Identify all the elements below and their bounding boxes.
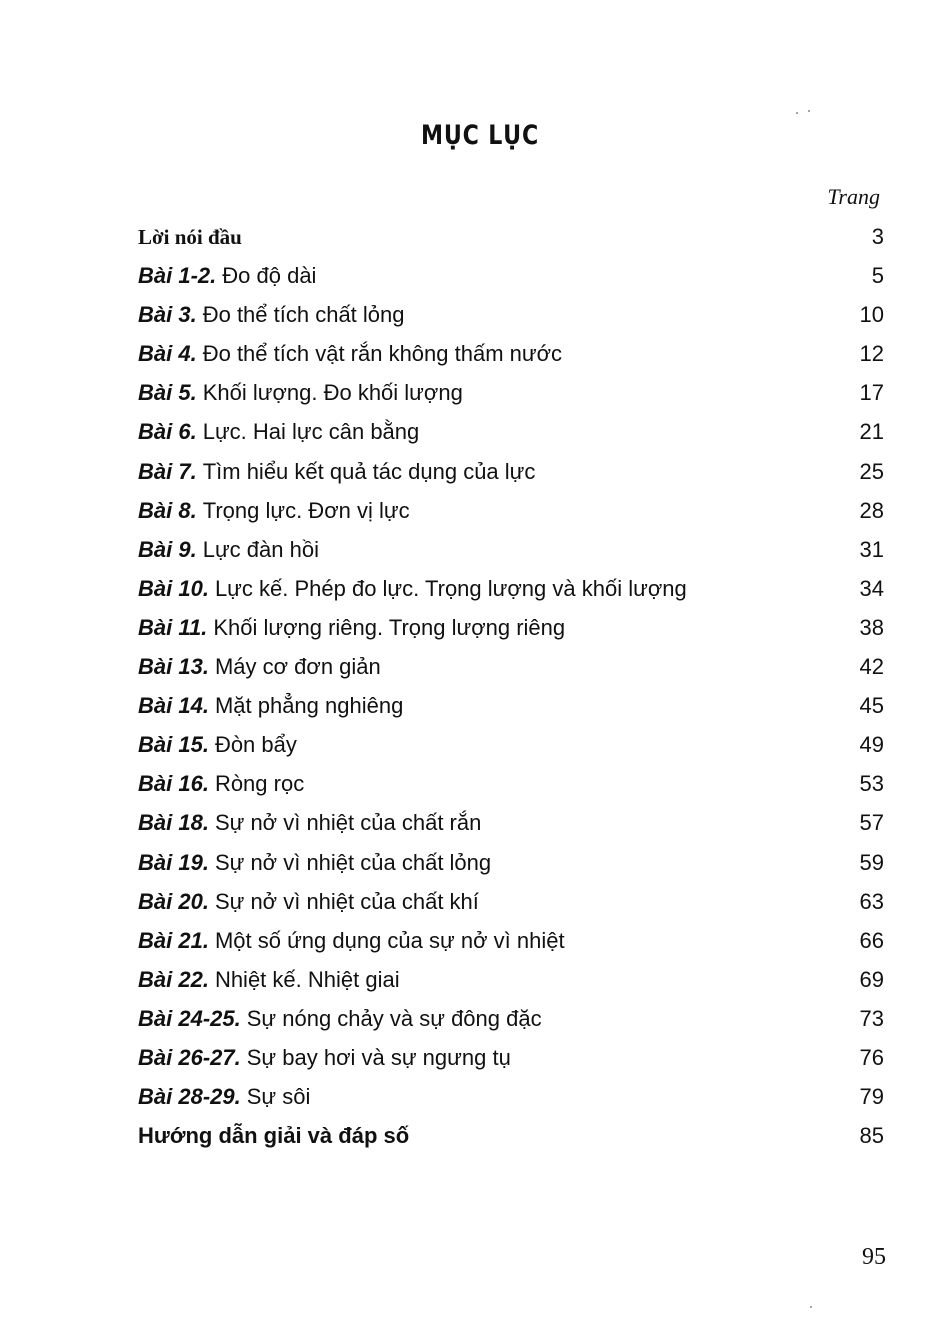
- toc-row[interactable]: [138, 491, 884, 530]
- toc-page-number: 5: [871, 263, 884, 289]
- toc-entry: [138, 608, 824, 647]
- toc-title: Sự nóng chảy và sự đông đặc: [246, 1005, 542, 1031]
- toc-entry: [138, 412, 824, 451]
- toc-title: Sự nở vì nhiệt của chất lỏng: [214, 849, 492, 875]
- toc-row[interactable]: [138, 608, 884, 647]
- toc-title: Mặt phẳng nghiêng: [214, 693, 404, 719]
- toc-row[interactable]: [138, 569, 884, 608]
- toc-entry: [138, 218, 824, 257]
- page-number: 95: [862, 1244, 886, 1270]
- page-column-label: Trang: [827, 184, 880, 209]
- toc-title: Ròng rọc: [214, 771, 305, 797]
- toc-page-number: 12: [859, 341, 884, 367]
- toc-entry: [138, 1116, 824, 1155]
- toc-lesson-number: Bài 20.: [138, 888, 209, 914]
- toc-lesson-number: Bài 1-2.: [138, 263, 217, 289]
- toc-lesson-number: Bài 15.: [138, 732, 209, 758]
- toc-entry: [138, 725, 824, 764]
- toc-title: Khối lượng. Đo khối lượng: [202, 380, 463, 406]
- toc-row[interactable]: [138, 960, 884, 999]
- toc-page-number: 38: [859, 614, 884, 640]
- toc-entry: [138, 334, 824, 373]
- toc-page-number: 3: [871, 224, 884, 249]
- toc-title: Tìm hiểu kết quả tác dụng của lực: [202, 458, 536, 484]
- toc-lesson-number: Bài 14.: [138, 693, 209, 719]
- toc-title: Một số ứng dụng của sự nở vì nhiệt: [214, 927, 565, 953]
- toc-title: Lực đàn hồi: [202, 536, 319, 562]
- toc-lesson-number: Bài 22.: [138, 966, 209, 992]
- toc-entry: [138, 999, 824, 1038]
- toc-page-number: 42: [859, 654, 884, 680]
- scan-speck: [808, 110, 810, 112]
- toc-page-number: 25: [859, 458, 884, 484]
- toc-page-number: 59: [859, 849, 884, 875]
- toc-title: Đo độ dài: [222, 263, 317, 289]
- toc-row[interactable]: [138, 1038, 884, 1077]
- toc-lesson-number: Bài 28-29.: [138, 1084, 241, 1110]
- toc-lesson-number: Bài 19.: [138, 849, 209, 875]
- toc-page-number: 17: [859, 380, 884, 406]
- toc-title: Trọng lực. Đơn vị lực: [202, 497, 410, 523]
- toc-row[interactable]: [138, 373, 884, 412]
- toc-page-number: 31: [859, 536, 884, 562]
- toc-lesson-number: Bài 13.: [138, 654, 209, 680]
- toc-row[interactable]: [138, 647, 884, 686]
- toc-lesson-number: Bài 11.: [138, 614, 208, 640]
- toc-title: Máy cơ đơn giản: [214, 654, 381, 680]
- toc-row[interactable]: [138, 1116, 884, 1155]
- toc-row[interactable]: [138, 686, 884, 725]
- toc-entry: [138, 491, 824, 530]
- toc-entry: [138, 764, 824, 803]
- toc-row[interactable]: [138, 256, 884, 295]
- toc-title: Lực kế. Phép đo lực. Trọng lượng và khối lượng: [214, 575, 687, 601]
- toc-title: Sự sôi: [246, 1084, 311, 1110]
- toc-page-number: 28: [859, 497, 884, 523]
- toc-entry: [138, 1077, 824, 1116]
- toc-page-number: 10: [859, 302, 884, 328]
- toc-entry: [138, 295, 824, 334]
- toc-row[interactable]: [138, 725, 884, 764]
- toc-page-number: 45: [859, 693, 884, 719]
- toc-row[interactable]: [138, 764, 884, 803]
- toc-page-number: 69: [859, 966, 884, 992]
- toc-row[interactable]: [138, 530, 884, 569]
- toc-lesson-number: Bài 5.: [138, 380, 197, 406]
- toc-entry: [138, 921, 824, 960]
- toc-lesson-number: Bài 18.: [138, 810, 209, 836]
- toc-title: Sự nở vì nhiệt của chất khí: [214, 888, 479, 914]
- toc-lesson-number: Bài 6.: [138, 419, 197, 445]
- toc-row[interactable]: [138, 295, 884, 334]
- toc-entry: [138, 686, 824, 725]
- toc-row[interactable]: [138, 412, 884, 451]
- toc-page-number: 34: [859, 575, 884, 601]
- toc-entry: [138, 452, 824, 491]
- toc-lesson-number: Bài 8.: [138, 497, 197, 523]
- toc-page-number: 49: [859, 732, 884, 758]
- toc-row[interactable]: [138, 803, 884, 842]
- toc-row[interactable]: [138, 217, 884, 256]
- toc-row[interactable]: [138, 1077, 884, 1116]
- toc-entry: [138, 373, 824, 412]
- toc-title: Khối lượng riêng. Trọng lượng riêng: [213, 614, 566, 640]
- toc-entry: [138, 530, 824, 569]
- toc-title: Đòn bẩy: [214, 732, 297, 758]
- scan-speck: [810, 1306, 812, 1308]
- toc-page-number: 63: [859, 888, 884, 914]
- toc-title: Đo thể tích vật rắn không thấm nước: [202, 341, 563, 367]
- page-title: MỤC LỤC: [420, 120, 540, 152]
- toc-entry: [138, 569, 824, 608]
- toc-page-number: 21: [859, 419, 884, 445]
- toc-lesson-number: Bài 26-27.: [138, 1044, 241, 1070]
- toc-entry: [138, 960, 824, 999]
- scan-speck: [796, 112, 798, 114]
- toc-title: Nhiệt kế. Nhiệt giai: [214, 966, 400, 992]
- toc-page-number: 85: [859, 1123, 884, 1149]
- toc-title: Lời nói đầu: [138, 225, 242, 249]
- toc-row[interactable]: [138, 921, 884, 960]
- toc-title: Hướng dẫn giải và đáp số: [138, 1123, 410, 1149]
- toc-entry: [138, 843, 824, 882]
- toc-title: Sự bay hơi và sự ngưng tụ: [246, 1044, 511, 1070]
- toc-entry: [138, 803, 824, 842]
- toc-title: Sự nở vì nhiệt của chất rắn: [214, 810, 482, 836]
- toc-lesson-number: Bài 4.: [138, 341, 197, 367]
- toc-page-number: 66: [859, 927, 884, 953]
- toc-title: Lực. Hai lực cân bằng: [202, 419, 420, 445]
- toc-lesson-number: Bài 21.: [138, 927, 209, 953]
- toc-page-number: 79: [859, 1084, 884, 1110]
- toc-row[interactable]: [138, 882, 884, 921]
- toc-row[interactable]: [138, 843, 884, 882]
- toc-lesson-number: Bài 9.: [138, 536, 197, 562]
- toc-lesson-number: Bài 10.: [138, 575, 209, 601]
- toc-lesson-number: Bài 7.: [138, 458, 197, 484]
- toc-entry: [138, 1038, 824, 1077]
- toc-page-number: 57: [859, 810, 884, 836]
- toc-lesson-number: Bài 24-25.: [138, 1005, 241, 1031]
- toc-row[interactable]: [138, 452, 884, 491]
- table-of-contents: [138, 217, 884, 1155]
- toc-lesson-number: Bài 16.: [138, 771, 209, 797]
- toc-page-number: 73: [859, 1005, 884, 1031]
- toc-row[interactable]: [138, 334, 884, 373]
- toc-page-number: 53: [859, 771, 884, 797]
- toc-row[interactable]: [138, 999, 884, 1038]
- toc-lesson-number: Bài 3.: [138, 302, 197, 328]
- toc-entry: [138, 882, 824, 921]
- toc-page-number: 76: [859, 1044, 884, 1070]
- toc-entry: [138, 647, 824, 686]
- toc-entry: [138, 256, 824, 295]
- toc-title: Đo thể tích chất lỏng: [202, 302, 405, 328]
